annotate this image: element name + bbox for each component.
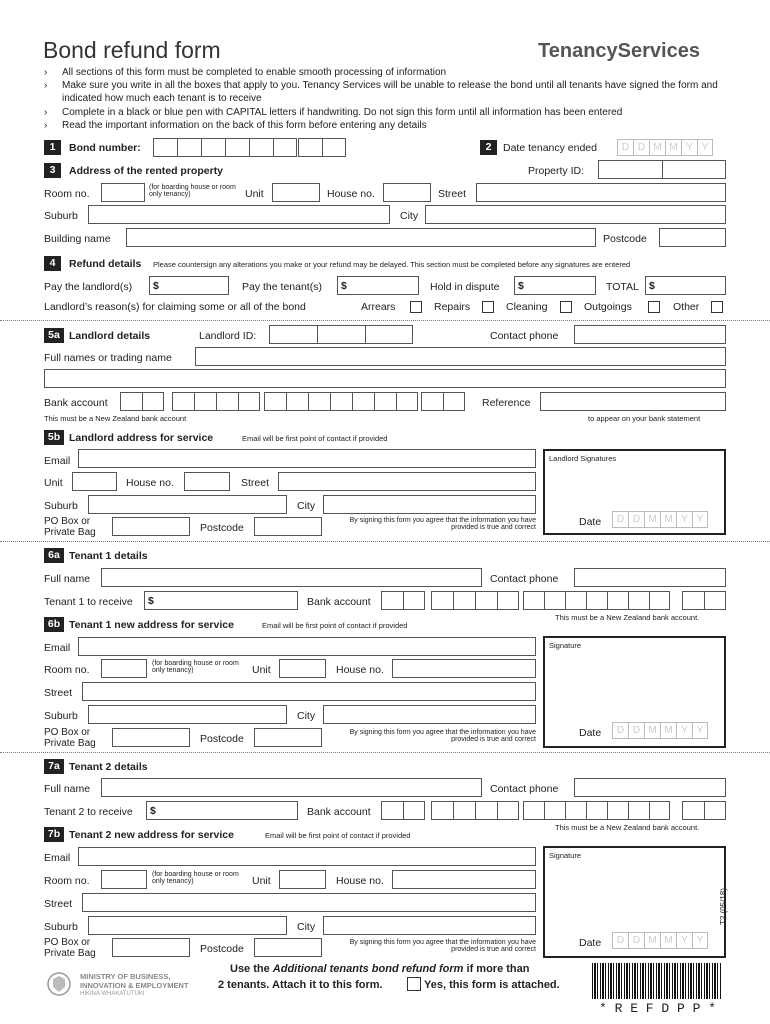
landlord-signature-label: Landlord Signatures — [549, 454, 617, 463]
landlord-city-label: City — [297, 500, 316, 512]
tenant2-pobox-input[interactable] — [112, 938, 190, 957]
total-input[interactable] — [645, 276, 726, 295]
reference-input[interactable] — [540, 392, 726, 411]
section-6a-number: 6a — [44, 548, 64, 563]
postcode-label: Postcode — [603, 233, 647, 245]
bond-number-label: Bond number: — [69, 142, 141, 154]
tenant1-address-heading: Tenant 1 new address for service — [69, 619, 234, 631]
tenant1-postcode-label: Postcode — [200, 733, 244, 745]
tenant2-city-label: City — [297, 921, 316, 933]
tenant2-bank-input[interactable] — [381, 801, 425, 820]
tenant2-fullname-label: Full name — [44, 783, 91, 795]
brand-bold: Tenancy — [538, 40, 618, 62]
section-divider — [0, 541, 770, 542]
tenant1-bank-input[interactable] — [381, 591, 425, 610]
room-no-input[interactable] — [101, 183, 145, 202]
instruction-item: › Read the important information on the back of this form before entering any details — [44, 119, 734, 132]
currency-symbol: $ — [518, 280, 524, 292]
city-label: City — [400, 210, 419, 222]
tenant2-postcode-input[interactable] — [254, 938, 322, 957]
landlord-postcode-input[interactable] — [254, 517, 322, 536]
room-no-label: Room no. — [44, 188, 90, 200]
tenant2-receive-label: Tenant 2 to receive — [44, 806, 133, 818]
hold-in-dispute-label: Hold in dispute — [430, 281, 500, 293]
tenant1-bank-branch-input[interactable] — [431, 591, 519, 610]
section-4-number: 4 — [44, 256, 61, 271]
tenant1-room-input[interactable] — [101, 659, 147, 678]
instruction-item: › All sections of this form must be completed to enable smooth processing of information — [44, 66, 734, 79]
landlord-contact-phone-input[interactable] — [574, 325, 726, 344]
tenant2-signature-label: Signature — [549, 851, 582, 860]
tenant1-email-input[interactable] — [78, 637, 536, 656]
other-checkbox[interactable] — [711, 301, 723, 313]
tenant1-room-label: Room no. — [44, 664, 90, 676]
tenant1-bank-label: Bank account — [307, 596, 371, 608]
ministry-line-1: MINISTRY OF BUSINESS, — [80, 972, 171, 981]
tenant1-signature-box[interactable] — [543, 636, 726, 748]
hold-in-dispute-input[interactable] — [514, 276, 596, 295]
tenant1-agree-note: By signing this form you agree that the information you have provided is true and correct — [349, 729, 536, 744]
use-post: if more than — [463, 963, 530, 975]
building-name-label: Building name — [44, 233, 111, 245]
pay-landlord-input[interactable] — [149, 276, 229, 295]
tenant2-fullname-input[interactable] — [101, 778, 482, 797]
house-no-input[interactable] — [383, 183, 431, 202]
tenant2-contact-label: Contact phone — [490, 783, 559, 795]
arrears-checkbox[interactable] — [410, 301, 422, 313]
instructions-list — [44, 66, 734, 132]
city-input[interactable] — [425, 205, 726, 224]
tenant1-bank-number-input[interactable] — [523, 591, 670, 610]
tenant1-house-input[interactable] — [392, 659, 536, 678]
street-label: Street — [438, 188, 467, 200]
section-7a-number: 7a — [44, 759, 64, 774]
ministry-crest-icon — [44, 971, 74, 999]
tenant1-unit-label: Unit — [252, 664, 271, 676]
boarding-note: (for boarding house or room only tenancy) — [149, 184, 236, 199]
currency-symbol: $ — [341, 280, 347, 292]
landlord-contact-phone-label: Contact phone — [490, 330, 559, 342]
tenant1-postcode-input[interactable] — [254, 728, 322, 747]
tenant2-email-note: Email will be first point of contact if provided — [265, 831, 411, 840]
landlord-pobox-input[interactable] — [112, 517, 190, 536]
pay-landlord-label: Pay the landlord(s) — [44, 281, 133, 293]
tenant1-nz-bank-note: This must be a New Zealand bank account. — [555, 613, 700, 622]
tenant2-email-input[interactable] — [78, 847, 536, 866]
tenant2-street-label: Street — [44, 898, 73, 910]
tenant1-fullname-input[interactable] — [101, 568, 482, 587]
tenant2-boarding-note: (for boarding house or room only tenancy) — [152, 871, 239, 886]
landlord-id-label: Landlord ID: — [199, 330, 257, 342]
instruction-item: › Complete in a black or blue pen with CAPITAL letters if handwriting. Do not sign this form until all information has been entered — [44, 106, 734, 119]
tenant1-suburb-label: Suburb — [44, 710, 78, 722]
currency-symbol: $ — [649, 280, 655, 292]
ministry-line-3: HĪKINA WHAKATUTUKI — [80, 991, 145, 997]
tenant2-address-heading: Tenant 2 new address for service — [69, 829, 234, 841]
date-tenancy-ended-label: Date tenancy ended — [503, 142, 597, 154]
tenant2-suburb-label: Suburb — [44, 921, 78, 933]
landlord-unit-input[interactable] — [72, 472, 117, 491]
tenant1-contact-input[interactable] — [574, 568, 726, 587]
landlord-city-input[interactable] — [323, 495, 536, 514]
tenant2-postcode-label: Postcode — [200, 943, 244, 955]
cleaning-checkbox[interactable] — [560, 301, 572, 313]
tenant2-unit-label: Unit — [252, 875, 271, 887]
pay-tenant-input[interactable] — [337, 276, 419, 295]
refund-details-heading: Refund details — [69, 258, 142, 270]
currency-symbol: $ — [150, 805, 156, 817]
landlord-email-label: Email — [44, 455, 71, 467]
tenant2-contact-input[interactable] — [574, 778, 726, 797]
landlord-bank-account-input[interactable] — [120, 392, 164, 411]
arrears-label: Arrears — [361, 301, 396, 313]
tenant2-nz-bank-note: This must be a New Zealand bank account. — [555, 823, 700, 832]
street-input[interactable] — [476, 183, 726, 202]
total-label: TOTAL — [606, 281, 639, 293]
full-names-input-line2[interactable] — [44, 369, 726, 388]
landlord-date-label: Date — [579, 516, 602, 528]
tenant1-pobox-input[interactable] — [112, 728, 190, 747]
section-1-number: 1 — [44, 140, 61, 155]
tenant2-receive-input[interactable] — [146, 801, 298, 820]
form-title: Bond refund form — [43, 37, 221, 63]
landlord-agree-note: By signing this form you agree that the information you have provided is true and correct — [349, 517, 536, 532]
refund-details-note: Please countersign any alterations you make or your refund may be delayed. This section must be completed before any signatures are entered — [153, 260, 631, 269]
tenant1-receive-input[interactable] — [144, 591, 298, 610]
landlord-unit-label: Unit — [44, 477, 63, 489]
repairs-checkbox[interactable] — [482, 301, 494, 313]
rented-property-heading: Address of the rented property — [69, 165, 224, 177]
reference-label: Reference — [482, 397, 531, 409]
barcode-text: * R E F D P P * — [599, 1001, 717, 1016]
tenant2-email-label: Email — [44, 852, 71, 864]
tenant1-boarding-note: (for boarding house or room only tenancy) — [152, 660, 239, 675]
landlord-house-no-input[interactable] — [184, 472, 230, 491]
landlord-id-input[interactable] — [269, 325, 413, 344]
suburb-label: Suburb — [44, 210, 78, 222]
property-id-input[interactable] — [598, 160, 726, 179]
section-7b-number: 7b — [44, 827, 64, 842]
other-label: Other — [673, 301, 700, 313]
section-3-number: 3 — [44, 163, 61, 178]
form-code: T2 (05/18) — [719, 888, 728, 925]
currency-symbol: $ — [153, 280, 159, 292]
tenant1-date-label: Date — [579, 727, 602, 739]
landlord-address-heading: Landlord address for service — [69, 432, 214, 444]
tenant1-details-heading: Tenant 1 details — [69, 550, 148, 562]
unit-input[interactable] — [272, 183, 320, 202]
landlord-email-input[interactable] — [78, 449, 536, 468]
outgoings-label: Outgoings — [584, 301, 632, 313]
tenant2-house-input[interactable] — [392, 870, 536, 889]
attach-note: 2 tenants. Attach it to this form. — [218, 979, 383, 991]
house-no-label: House no. — [327, 188, 375, 200]
tenant2-date-input[interactable]: D D M M Y Y — [612, 932, 708, 949]
landlord-bank-account-label: Bank account — [44, 397, 108, 409]
bond-number-input[interactable] — [153, 138, 297, 157]
cleaning-label: Cleaning — [506, 301, 548, 313]
outgoings-checkbox[interactable] — [648, 301, 660, 313]
repairs-label: Repairs — [434, 301, 471, 313]
tenant2-pobox-label: PO Box or Private Bag — [44, 937, 96, 959]
section-divider — [0, 752, 770, 753]
unit-label: Unit — [245, 188, 264, 200]
landlord-postcode-label: Postcode — [200, 522, 244, 534]
use-pre: Use the — [230, 963, 273, 975]
pay-tenant-label: Pay the tenant(s) — [242, 281, 322, 293]
section-5a-number: 5a — [44, 328, 64, 343]
section-divider — [0, 320, 770, 321]
tenant1-city-label: City — [297, 710, 316, 722]
full-names-input[interactable] — [195, 347, 726, 366]
tenant2-unit-input[interactable] — [279, 870, 326, 889]
landlord-nz-bank-note: This must be a New Zealand bank account — [44, 414, 187, 423]
building-name-input[interactable] — [126, 228, 596, 247]
tenant2-city-input[interactable] — [323, 916, 536, 935]
brand-rest: Services — [617, 40, 700, 62]
tenant2-signature-box[interactable] — [543, 846, 726, 958]
landlord-suburb-label: Suburb — [44, 500, 78, 512]
barcode-icon — [592, 963, 722, 999]
form-attached-checkbox[interactable] — [407, 977, 421, 991]
tenant2-house-label: House no. — [336, 875, 384, 887]
landlord-street-label: Street — [241, 477, 270, 489]
section-6b-number: 6b — [44, 617, 64, 632]
bank-statement-note: to appear on your bank statement — [588, 414, 701, 423]
tenant2-agree-note: By signing this form you agree that the information you have provided is true and correct — [349, 939, 536, 954]
tenancy-services-logo — [538, 41, 700, 61]
tenant2-suburb-input[interactable] — [88, 916, 287, 935]
tenant1-date-input[interactable]: D D M M Y Y — [612, 722, 708, 739]
tenant2-bank-suffix-input[interactable] — [682, 801, 726, 820]
currency-symbol: $ — [148, 595, 154, 607]
landlord-suburb-input[interactable] — [88, 495, 287, 514]
tenant1-unit-input[interactable] — [279, 659, 326, 678]
landlord-signature-box[interactable] — [543, 449, 726, 535]
full-names-label: Full names or trading name — [44, 352, 172, 364]
section-2-number: 2 — [480, 140, 497, 155]
bond-number-suffix-input[interactable] — [298, 138, 346, 157]
tenant1-street-input[interactable] — [82, 682, 536, 701]
additional-form-name: Additional tenants bond refund form — [272, 963, 464, 975]
tenant1-suburb-input[interactable] — [88, 705, 287, 724]
form-attached-label: Yes, this form is attached. — [424, 979, 560, 991]
tenant2-street-input[interactable] — [82, 893, 536, 912]
landlord-house-no-label: House no. — [126, 477, 174, 489]
tenant1-fullname-label: Full name — [44, 573, 91, 585]
landlord-details-heading: Landlord details — [69, 330, 151, 342]
tenant1-house-label: House no. — [336, 664, 384, 676]
tenant1-city-input[interactable] — [323, 705, 536, 724]
landlord-bank-suffix-input[interactable] — [421, 392, 465, 411]
landlord-reasons-label: Landlord’s reason(s) for claiming some or all of the bond — [44, 301, 306, 313]
tenant2-bank-branch-input[interactable] — [431, 801, 519, 820]
ministry-line-2: INNOVATION & EMPLOYMENT — [80, 981, 189, 990]
tenant2-room-label: Room no. — [44, 875, 90, 887]
tenant1-email-note: Email will be first point of contact if provided — [262, 621, 408, 630]
additional-tenants-note — [230, 964, 529, 975]
instruction-item: › Make sure you write in all the boxes that apply to you. Tenancy Services will be unable to release the bond until all tenants have signed the form and indicated how much each tenant is to receive — [44, 79, 734, 105]
tenant2-room-input[interactable] — [101, 870, 147, 889]
landlord-pobox-label: PO Box or Private Bag — [44, 516, 96, 538]
property-id-label: Property ID: — [528, 165, 585, 177]
postcode-input[interactable] — [659, 228, 726, 247]
date-tenancy-ended-input[interactable]: D D M M Y Y — [617, 139, 713, 156]
tenant1-contact-label: Contact phone — [490, 573, 559, 585]
tenant2-details-heading: Tenant 2 details — [69, 761, 148, 773]
landlord-date-input[interactable]: D D M M Y Y — [612, 511, 708, 528]
tenant1-email-label: Email — [44, 642, 71, 654]
landlord-email-note: Email will be first point of contact if provided — [242, 434, 388, 443]
suburb-input[interactable] — [88, 205, 390, 224]
landlord-bank-branch-input[interactable] — [172, 392, 260, 411]
tenant2-bank-label: Bank account — [307, 806, 371, 818]
tenant1-bank-suffix-input[interactable] — [682, 591, 726, 610]
tenant2-date-label: Date — [579, 937, 602, 949]
tenant1-signature-label: Signature — [549, 641, 582, 650]
tenant1-pobox-label: PO Box or Private Bag — [44, 727, 96, 749]
landlord-street-input[interactable] — [278, 472, 536, 491]
tenant1-receive-label: Tenant 1 to receive — [44, 596, 133, 608]
landlord-bank-number-input[interactable] — [264, 392, 418, 411]
tenant1-street-label: Street — [44, 687, 73, 699]
section-5b-number: 5b — [44, 430, 64, 445]
tenant2-bank-number-input[interactable] — [523, 801, 670, 820]
